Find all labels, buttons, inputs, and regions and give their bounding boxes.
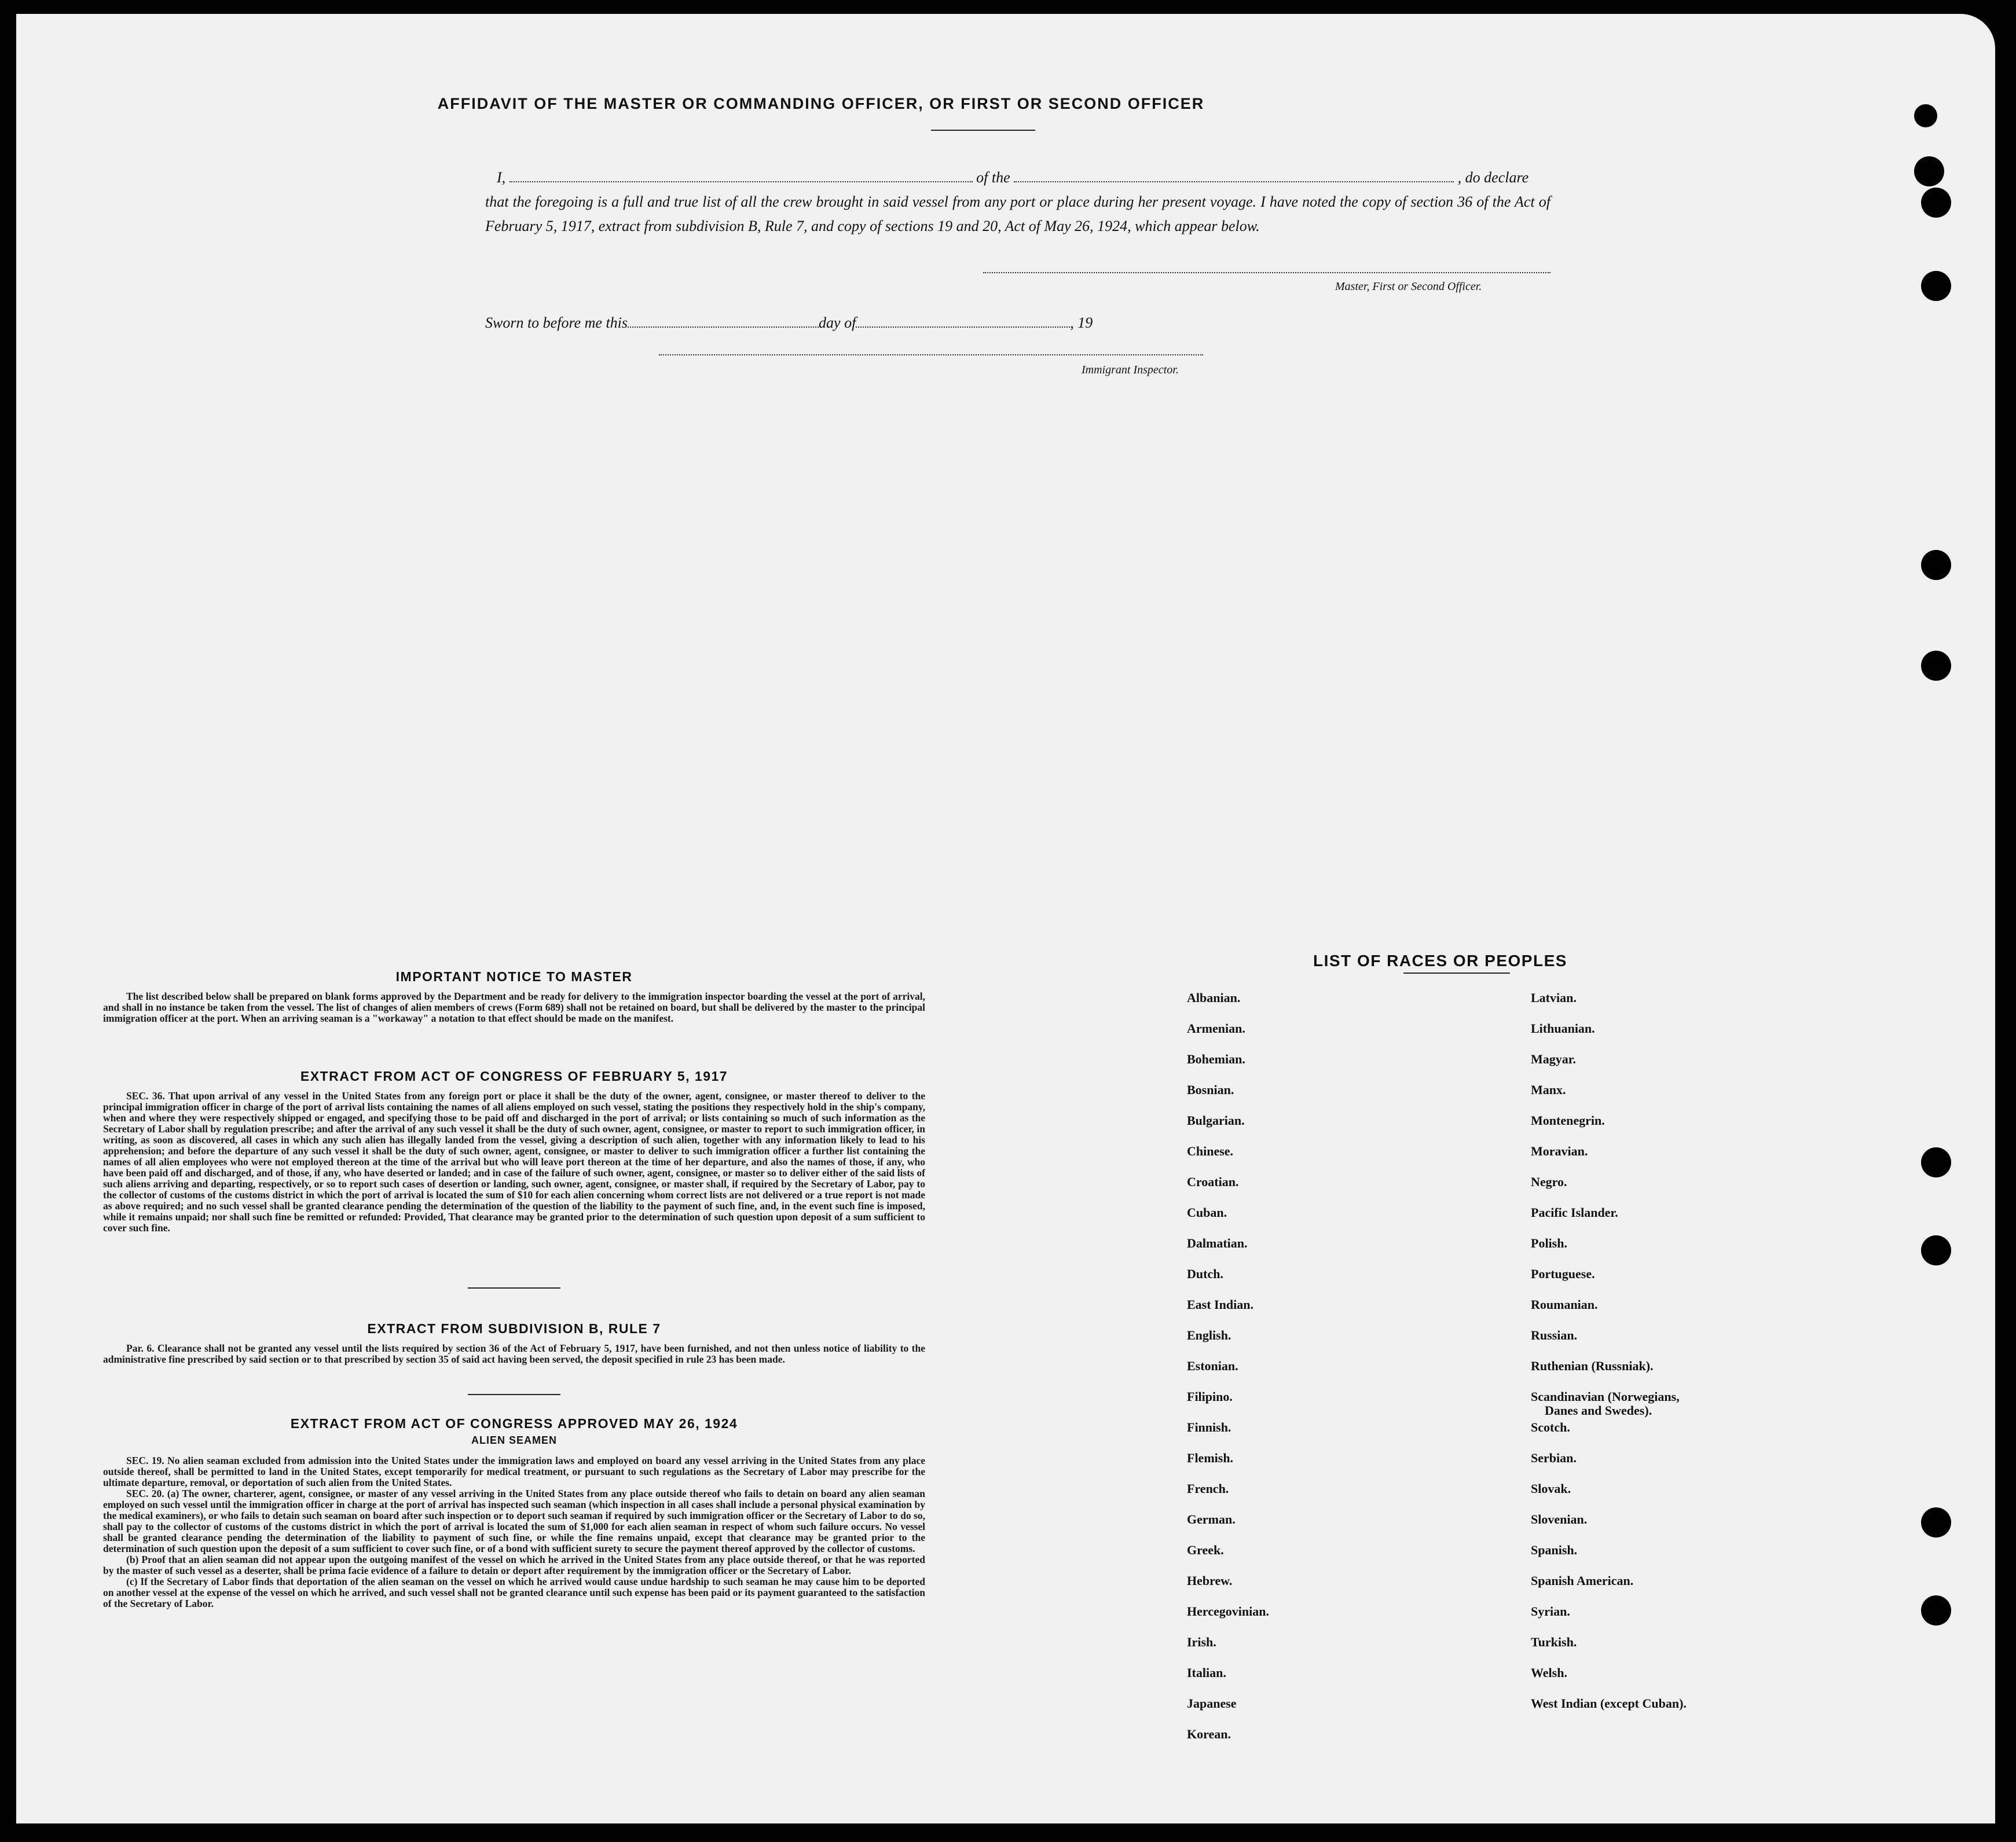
race-item: East Indian. — [1187, 1297, 1253, 1312]
sworn-year: , 19 — [1070, 314, 1093, 331]
race-item: Estonian. — [1187, 1359, 1238, 1373]
race-item: Croatian. — [1187, 1175, 1239, 1189]
sworn-day-field[interactable] — [628, 314, 819, 328]
decl-i: I, — [497, 169, 506, 186]
inspector-signature-line[interactable] — [659, 354, 1203, 355]
sec20c-text: (c) If the Secretary of Labor finds that deportation of the alien seaman on the vessel on which he arrived would cause undue hardship to such seaman he may cause him to be deported on another vessel at the expense of the vessel on which he arrived, and such vessel shall not be granted clearance until such expense has been paid or its payment guaranteed to the satisfaction of the Secretary of Labor. — [103, 1576, 925, 1609]
race-item: Filipino. — [1187, 1389, 1233, 1404]
race-item: Spanish. — [1531, 1543, 1578, 1557]
race-item: Cuban. — [1187, 1205, 1227, 1220]
sec19-text: SEC. 19. No alien seaman excluded from admission into the United States under the immigration laws and employed on board any vessel arriving in the United States from any place outside thereof, shall be permitted to land in the United States, except temporarily for medical treatment, or pursuant to such regulations as the Secretary of Labor may prescribe for the ultimate departure, removal, or deportation of such alien from the United States. — [103, 1455, 925, 1488]
notice-text: The list described below shall be prepared on blank forms approved by the Department and be ready for delivery to the immigration inspector boarding the vessel at the port of arrival, and shall in no instance be taken from the vessel. The list of changes of alien members of crews (Form 689) shall not be retained on board, but shall be delivered by the master to the principal immigration officer at the port. When an arriving seaman is a "workaway" a notation to that effect should be made on the manifest. — [103, 990, 925, 1024]
race-item: Turkish. — [1531, 1635, 1577, 1649]
form-sheet — [16, 14, 1995, 1823]
sworn-prefix: Sworn to before me this — [485, 314, 628, 331]
race-item: Scotch. — [1531, 1420, 1570, 1434]
race-item: West Indian (except Cuban). — [1531, 1696, 1687, 1711]
race-item: Ruthenian (Russniak). — [1531, 1359, 1654, 1373]
title-rule — [931, 130, 1035, 131]
races-title: LIST OF RACES OR PEOPLES — [1313, 952, 1567, 970]
race-item: Moravian. — [1531, 1144, 1588, 1158]
decl-body: that the foregoing is a full and true list of all the crew brought in said vessel from any port or place during her present voyage. I have noted the copy of section 36 of the Act of February 5, 1917, extract from subdivision B, Rule 7, and copy of sections 19 and 20, Act of May 26, 1924, which appear below. — [485, 193, 1551, 234]
race-item: Russian. — [1531, 1328, 1578, 1342]
punch-hole — [1921, 1595, 1951, 1625]
race-item: Serbian. — [1531, 1451, 1577, 1465]
alien-seamen-subtitle: ALIEN SEAMEN — [471, 1434, 557, 1446]
vessel-field[interactable] — [1014, 168, 1454, 182]
extract-1917-body — [103, 1091, 925, 1234]
race-item: Portuguese. — [1531, 1267, 1595, 1281]
rule7-body — [103, 1343, 925, 1365]
master-signature-line[interactable] — [983, 272, 1551, 273]
race-item: English. — [1187, 1328, 1231, 1342]
race-item: Syrian. — [1531, 1604, 1570, 1619]
notice-body — [103, 991, 925, 1024]
extract-1917-title: EXTRACT FROM ACT OF CONGRESS OF FEBRUARY 5, 1917 — [300, 1069, 728, 1084]
extract-1924-body — [103, 1455, 925, 1609]
race-item: Armenian. — [1187, 1021, 1245, 1036]
races-title-rule — [1403, 973, 1510, 974]
sec20a-text: SEC. 20. (a) The owner, charterer, agent, consignee, or master of any vessel arriving in the United States from any place outside thereof who fails to detain on board any alien seaman employed on such vessel until the immigration officer in charge at the port of arrival has inspected such seaman (which inspection in all cases shall include a personal physical examination by the medical examiners), or who fails to detain such seaman on board after such inspection or to deport such seaman if required by such immigration officer or the Secretary of Labor to do so, shall pay to the collector of customs of the customs district in which the port of arrival is located the sum of $1,000 for each alien seaman in respect of whom such failure occurs. No vessel shall be granted clearance pending the determination of the liability to payment of such fine, or while the fine remains unpaid, except that clearance may be granted prior to the determination of such question upon the deposit of a sum sufficient to cover such fine, or of a bond with sufficient surety to secure the payment thereof approved by the collector of customs. — [103, 1488, 925, 1554]
punch-hole — [1914, 104, 1937, 127]
race-item: Latvian. — [1531, 990, 1577, 1005]
race-item: Welsh. — [1531, 1665, 1567, 1680]
decl-of-the: of the — [976, 169, 1010, 186]
race-item: Korean. — [1187, 1727, 1231, 1741]
rule7-text: Par. 6. Clearance shall not be granted any vessel until the lists required by section 36 of the Act of February 5, 1917, have been furnished, and not then unless notice of liability to the administrative fine prescribed by said section or to that prescribed by section 35 of said act having been served, the deposit specified in rule 23 has been made. — [103, 1342, 925, 1365]
sworn-line — [485, 314, 1093, 332]
race-item: Hebrew. — [1187, 1573, 1233, 1588]
race-item: French. — [1187, 1481, 1229, 1496]
race-item: Dutch. — [1187, 1267, 1223, 1281]
race-item: Albanian. — [1187, 990, 1241, 1005]
race-item: Bulgarian. — [1187, 1113, 1245, 1128]
race-item: Negro. — [1531, 1175, 1567, 1189]
race-item: Bohemian. — [1187, 1052, 1245, 1066]
race-item: Hercegovinian. — [1187, 1604, 1269, 1619]
sworn-day: day of — [819, 314, 856, 331]
name-field[interactable] — [510, 168, 973, 182]
race-item: Chinese. — [1187, 1144, 1234, 1158]
affidavit-title: AFFIDAVIT OF THE MASTER OR COMMANDING OFFICER, OR FIRST OR SECOND OFFICER — [437, 95, 1205, 112]
race-item: Bosnian. — [1187, 1083, 1234, 1097]
race-item: Magyar. — [1531, 1052, 1577, 1066]
sworn-month-field[interactable] — [856, 314, 1070, 328]
inspector-caption: Immigrant Inspector. — [1082, 364, 1179, 376]
punch-hole — [1921, 1147, 1951, 1177]
race-item: Japanese — [1187, 1696, 1237, 1711]
sec36-text: SEC. 36. That upon arrival of any vessel in the United States from any foreign port or place it shall be the duty of the owner, agent, consignee, or master thereof to deliver to the principal immigration officer in charge of the port of arrival lists containing the names of all aliens employed on such vessel, stating the positions they respectively hold in the ship's company, when and where they were respectively shipped or engaged, and specifying those to be paid off and discharged in the port of arrival; or lists containing so much of such information as the Secretary of Labor shall by regulation prescribe; and after the arrival of any such vessel it shall be the duty of such owner, agent, consignee, or master to report to such immigration officer, in writing, as soon as discovered, all cases in which any such alien has illegally landed from the vessel, giving a description of such alien, together with any information likely to lead to his apprehension; and before the departure of any such vessel it shall be the duty of such owner, agent, consignee, or master to deliver to such immigration officer a further list containing the names of all alien employees who were not employed thereon at the time of the arrival but who will leave port thereon at the time of her departure, and also the names of those, if any, who have been paid off and discharged, and of those, if any, who have deserted or landed; and in case of the failure of such owner, agent, consignee, or master so to deliver either of the said lists of such aliens arriving and departing, respectively, or so to report such cases of desertion or landing, such owner, agent, consignee, or master shall, if required by the Secretary of Labor, pay to the collector of customs of the customs district in which the port of arrival is located the sum of $10 for each alien concerning whom correct lists are not delivered or a true report is not made as above required; and no such vessel shall be granted clearance pending the determination of the question of the liability to the payment of such fine, and, in the event such fine is imposed, while it remains unpaid; nor shall such fine be remitted or refunded: Provided, That clearance may be granted prior to the determination of such question upon deposit of a sum sufficient to cover such fine. — [103, 1090, 925, 1234]
race-item: Pacific Islander. — [1531, 1205, 1618, 1220]
divider — [468, 1394, 560, 1395]
race-item: Polish. — [1531, 1236, 1567, 1250]
master-caption: Master, First or Second Officer. — [1335, 280, 1482, 293]
punch-hole — [1914, 156, 1944, 186]
notice-title: IMPORTANT NOTICE TO MASTER — [395, 969, 633, 984]
race-item: Italian. — [1187, 1665, 1226, 1680]
race-item: Flemish. — [1187, 1451, 1234, 1465]
punch-hole — [1921, 188, 1951, 218]
punch-hole — [1921, 651, 1951, 681]
decl-do-declare: , do declare — [1457, 169, 1529, 186]
race-item: Danes and Swedes). — [1545, 1403, 1652, 1418]
extract-1924-title: EXTRACT FROM ACT OF CONGRESS APPROVED MAY 26, 1924 — [290, 1416, 738, 1431]
punch-hole — [1921, 550, 1951, 580]
race-item: Irish. — [1187, 1635, 1216, 1649]
race-item: Dalmatian. — [1187, 1236, 1248, 1250]
race-item: Lithuanian. — [1531, 1021, 1595, 1036]
rule7-title: EXTRACT FROM SUBDIVISION B, RULE 7 — [367, 1321, 661, 1336]
punch-hole — [1921, 1507, 1951, 1538]
punch-hole — [1921, 271, 1951, 301]
divider — [468, 1287, 560, 1289]
race-item: Greek. — [1187, 1543, 1224, 1557]
sec20b-text: (b) Proof that an alien seaman did not appear upon the outgoing manifest of the vessel on which he arrived in the United States from any place outside thereof, or that he was reported by the master of such vessel as a deserter, shall be prima facie evidence of a failure to detain or deport after requirement by the immigration officer or the Secretary of Labor. — [103, 1554, 925, 1576]
race-item: Slovak. — [1531, 1481, 1571, 1496]
race-item: Scandinavian (Norwegians, — [1531, 1389, 1680, 1404]
affidavit-declaration — [485, 166, 1551, 238]
race-item: German. — [1187, 1512, 1236, 1527]
race-item: Finnish. — [1187, 1420, 1231, 1434]
race-item: Roumanian. — [1531, 1297, 1598, 1312]
race-item: Slovenian. — [1531, 1512, 1588, 1527]
race-item: Montenegrin. — [1531, 1113, 1605, 1128]
punch-hole — [1921, 1235, 1951, 1265]
race-item: Manx. — [1531, 1083, 1566, 1097]
race-item: Spanish American. — [1531, 1573, 1634, 1588]
